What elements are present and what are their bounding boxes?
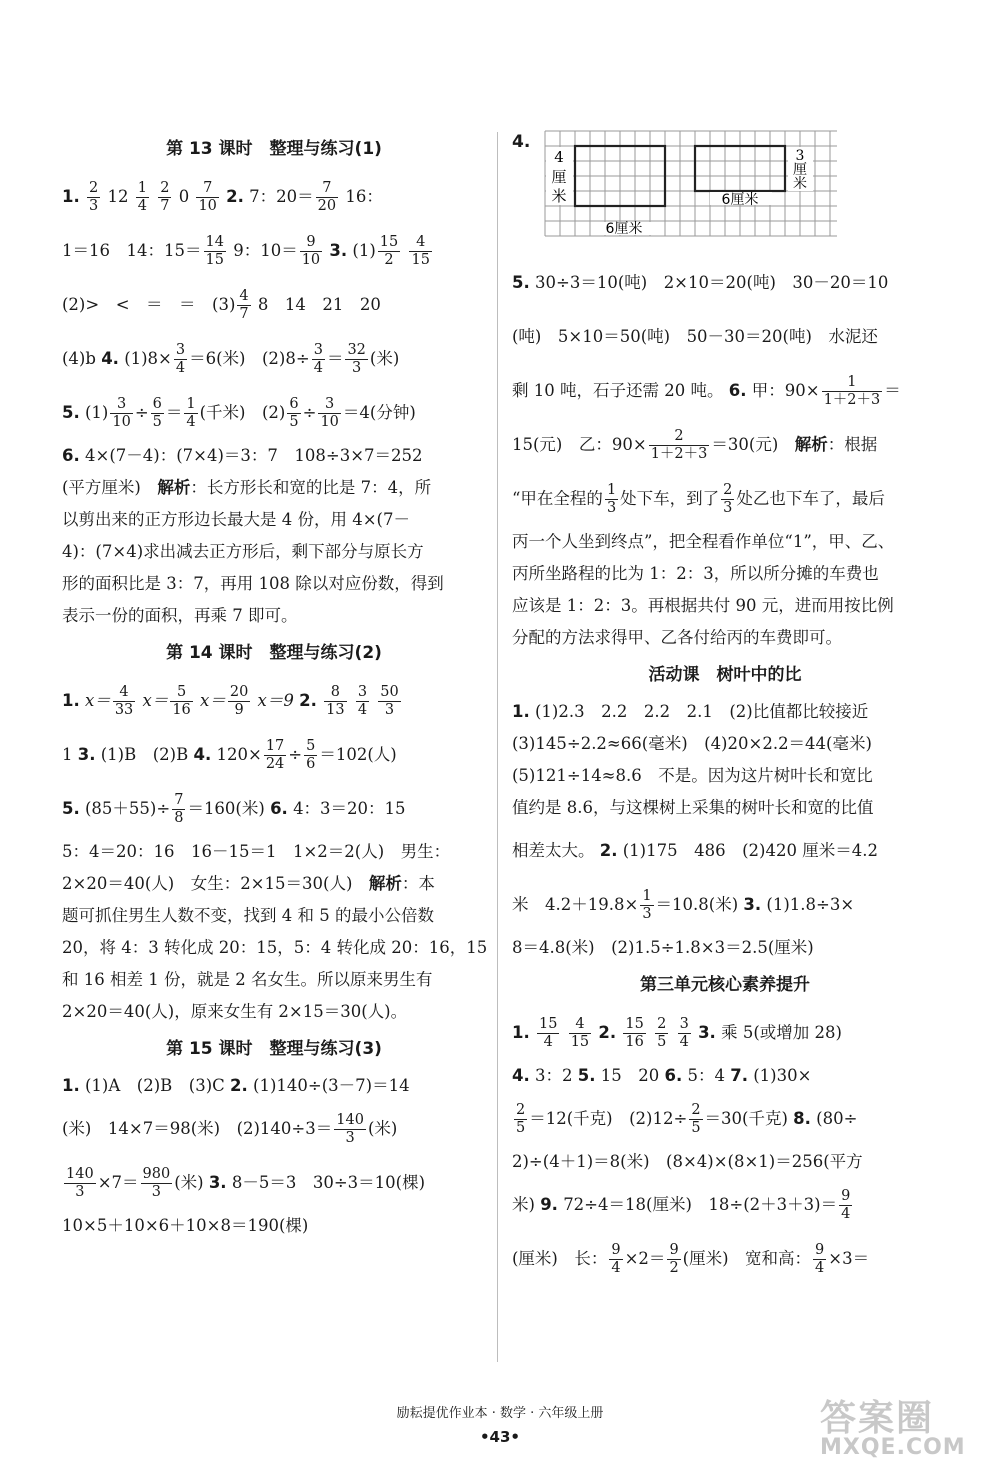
page-number: •43• [479, 1428, 521, 1446]
unit-label-2a: 厘 [793, 162, 807, 178]
lesson-13-title: 第 13 课时 整理与练习(1) [166, 139, 382, 159]
fraction: $\frac{2}{3}$ [723, 482, 733, 516]
l14-line-4: 5：4＝20：16 16－15＝1 1×2＝2(人) 男生： [62, 842, 451, 861]
q5-line-6: 丙一个人坐到终点”，把全程看作单位“1”，甲、乙、 [512, 532, 895, 551]
l15-line-4: 10×5＋10×6＋10×8＝190(棵) [62, 1216, 309, 1235]
fraction: $\frac{2}{5}$ [691, 1102, 701, 1136]
l13-line-4: (4)b 4. (1)8× $\frac{3}{4}$ ＝6(米) (2)8÷ $\frac{3}{4}$ ＝ $\frac{32}{3}$ (米) [62, 342, 400, 376]
l13-line-8: 以剪出来的正方形边长最大是 4 份，用 4×(7－ [62, 510, 410, 529]
fraction: $\frac{15}{16}$ [625, 1016, 644, 1050]
q5-line-1: 5. 30÷3＝10(吨) 2×10＝20(吨) 30－20＝10 [512, 273, 889, 292]
fraction: $\frac{6}{5}$ [152, 396, 162, 430]
fraction: $\frac{50}{3}$ [380, 684, 399, 718]
fraction: $\frac{7}{8}$ [174, 792, 184, 826]
l13-line-5: 5. (1) $\frac{3}{10}$ ÷ $\frac{6}{5}$ ＝ $\frac{1}{4}$ (千米) (2) $\frac{6}{5}$ ÷ $\frac{3}{10}$ ＝4(分钟) [62, 396, 416, 430]
l14-line-2: 1 3. (1)B (2)B 4. 120× $\frac{17}{24}$ ÷ $\frac{5}{6}$ ＝102(人) [62, 738, 397, 772]
fraction: $\frac{9}{10}$ [301, 234, 321, 268]
fraction: $\frac{15}{2}$ [379, 234, 399, 268]
q5-line-5: “甲在全程的 $\frac{1}{3}$ 处下车，到了 $\frac{2}{3}$ 处乙也下车了，最后 [512, 482, 885, 516]
q5-line-2: (吨) 5×10＝50(吨) 50－30＝20(吨) 水泥还 [512, 327, 878, 346]
l15-line-2: (米) 14×7＝98(米) (2)140÷3＝ $\frac{140}{3}$ (米) [62, 1112, 398, 1146]
fraction: $\frac{20}{9}$ [229, 684, 249, 718]
fraction: $\frac{2}{5}$ [516, 1102, 526, 1136]
left-column [62, 128, 486, 1242]
lesson-14-title: 第 14 课时 整理与练习(2) [166, 643, 382, 663]
l13-line-2: 1＝16 14：15＝ $\frac{14}{15}$ 9：10＝ $\frac{9}{10}$ 3. (1) $\frac{15}{2}$ $\frac{4}{15}$ [62, 234, 430, 268]
act-line-6: 米 4.2＋19.8× $\frac{1}{3}$ ＝10.8(米) 3. (1)1.8÷3× [512, 888, 855, 922]
l14-line-9: 2×20＝40(人)，原来女生有 2×15＝30(人)。 [62, 1002, 408, 1021]
l13-line-1: 1. $\frac{2}{3}$ 12 $\frac{1}{4}$ $\frac{2}{7}$ 0 $\frac{7}{10}$ 2. 7：20＝ $\frac{7}{20}$ 16： [62, 180, 383, 214]
l13-line-7: (平方厘米) 解析：长方形长和宽的比是 7：4，所 [62, 478, 432, 497]
fraction: $\frac{4}{33}$ [114, 684, 134, 718]
fraction: $\frac{4}{7}$ [239, 288, 249, 322]
fraction: $\frac{1}{1+2+3}$ [823, 374, 881, 408]
fraction: $\frac{6}{5}$ [289, 396, 299, 430]
l15-line-3: $\frac{140}{3}$ ×7＝ $\frac{980}{3}$ (米) 3. 8－5＝3 30÷3＝10(棵) [66, 1166, 426, 1200]
watermark-url: MXQE.COM [820, 1435, 966, 1460]
q5-line-3: 剩 10 吨，石子还需 20 吨。 6. 甲：90× $\frac{1}{1+2+3}$ ＝ [512, 374, 901, 408]
l15-line-1: 1. (1)A (2)B (3)C 2. (1)140÷(3－7)＝14 [62, 1076, 410, 1095]
u3-line-4: 2)÷(4＋1)＝8(米) (8×4)×(8×1)＝256(平方 [512, 1152, 863, 1171]
l14-line-1: 1. x＝ $\frac{4}{33}$ x＝ $\frac{5}{16}$ x＝ $\frac{20}{9}$ x＝9 2. $\frac{8}{13}$ $\frac{3}{4}$ $\frac{50}{3}$ [62, 684, 399, 718]
fraction: $\frac{1}{3}$ [642, 888, 652, 922]
fraction: $\frac{2}{3}$ [89, 180, 99, 214]
activity-title: 活动课 树叶中的比 [648, 665, 802, 685]
fraction: $\frac{3}{10}$ [112, 396, 131, 430]
right-column [512, 128, 938, 1286]
fraction: $\frac{9}{2}$ [669, 1242, 679, 1276]
unit-label-1b: 米 [551, 187, 567, 205]
act-line-2: (3)145÷2.2≈66(毫米) (4)20×2.2＝44(毫米) [512, 734, 872, 753]
fraction: $\frac{5}{16}$ [172, 684, 191, 718]
fraction: $\frac{1}{4}$ [137, 180, 147, 214]
fraction: $\frac{3}{4}$ [175, 342, 186, 376]
height-label-2: 3 [795, 148, 805, 164]
fraction: $\frac{3}{4}$ [313, 342, 323, 376]
page-footer: 励耘提优作业本 · 数学 · 六年级上册 [396, 1406, 604, 1421]
fraction: $\frac{17}{24}$ [265, 738, 285, 772]
lesson-15-title: 第 15 课时 整理与练习(3) [166, 1039, 382, 1059]
unit-label-2b: 米 [793, 176, 807, 192]
fraction: $\frac{2}{5}$ [657, 1016, 667, 1050]
l13-line-9: 4)：(7×4)求出减去正方形后，剩下部分与原长方 [62, 542, 424, 561]
l13-line-3: (2)> < ＝ ＝ (3) $\frac{4}{7}$ 8 14 21 20 [62, 288, 381, 322]
fraction: $\frac{140}{3}$ [66, 1166, 94, 1200]
fraction: $\frac{14}{15}$ [205, 234, 224, 268]
l13-line-6: 6. 4×(7－4)：(7×4)＝3：7 108÷3×7＝252 [62, 446, 423, 465]
l14-line-7: 20，将 4：3 转化成 20：15，5：4 转化成 20：16，15 [62, 938, 488, 957]
q5-line-9: 分配的方法求得甲、乙各付给丙的车费即可。 [512, 628, 842, 647]
fraction: $\frac{3}{4}$ [357, 684, 368, 718]
u3-line-5: 米) 9. 72÷4＝18(厘米) 18÷(2＋3＋3)＝ $\frac{9}{4}$ [512, 1188, 851, 1222]
l14-line-8: 和 16 相差 1 份，就是 2 名女生。所以原来男生有 [62, 970, 433, 989]
l13-line-10: 形的面积比是 3：7，再用 108 除以对应份数，得到 [62, 574, 444, 593]
l14-line-3: 5. (85＋55)÷ $\frac{7}{8}$ ＝160(米) 6. 4：3＝20：15 [62, 792, 406, 826]
u3-line-6: (厘米) 长： $\frac{9}{4}$ ×2＝ $\frac{9}{2}$ (厘米) 宽和高： $\frac{9}{4}$ ×3＝ [512, 1242, 870, 1276]
fraction: $\frac{980}{3}$ [142, 1166, 171, 1200]
fraction: $\frac{7}{10}$ [198, 180, 217, 214]
fraction: $\frac{1}{4}$ [186, 396, 196, 430]
fraction: $\frac{3}{4}$ [679, 1016, 689, 1050]
q4-grid-figure [512, 128, 938, 256]
q5-line-4: 15(元) 乙：90× $\frac{2}{1+2+3}$ ＝30(元) 解析：根据 [512, 428, 878, 462]
q5-line-7: 丙所坐路程的比为 1：2：3，所以所分摊的车费也 [512, 564, 879, 583]
act-line-4: 值约是 8.6，与这棵树上采集的树叶长和宽的比值 [512, 798, 874, 817]
fraction: $\frac{4}{15}$ [570, 1016, 590, 1050]
unit-label-1a: 厘 [551, 168, 567, 186]
fraction: $\frac{15}{4}$ [539, 1016, 558, 1050]
fraction: $\frac{9}{4}$ [841, 1188, 851, 1222]
grid-diagram [542, 128, 842, 246]
u3-line-2: 4. 3：2 5. 15 20 6. 5：4 7. (1)30× [512, 1066, 812, 1085]
fraction: $\frac{9}{4}$ [815, 1242, 825, 1276]
q4-label: 4. [512, 132, 531, 152]
length-label-1: 6厘米 [605, 221, 643, 237]
fraction: $\frac{140}{3}$ [336, 1112, 364, 1146]
column-divider [497, 132, 498, 1362]
width-label-1: 4 [554, 148, 564, 166]
length-label-2: 6厘米 [721, 192, 759, 208]
u3-line-1: 1. $\frac{15}{4}$ $\frac{4}{15}$ 2. $\frac{15}{16}$ $\frac{2}{5}$ $\frac{3}{4}$ 3. 乘 5(或增加 28) [512, 1016, 842, 1050]
fraction: $\frac{7}{20}$ [317, 180, 337, 214]
fraction: $\frac{1}{3}$ [606, 482, 617, 516]
act-line-1: 1. (1)2.3 2.2 2.2 2.1 (2)比值都比较接近 [512, 702, 869, 721]
fraction: $\frac{2}{7}$ [160, 180, 170, 214]
unit3-title: 第三单元核心素养提升 [640, 975, 810, 995]
act-line-5: 相差太大。 2. (1)175 486 (2)420 厘米＝4.2 [512, 841, 878, 860]
fraction: $\frac{8}{13}$ [326, 684, 345, 718]
act-line-3: (5)121÷14≈8.6 不是。因为这片树叶长和宽比 [512, 766, 873, 785]
act-line-7: 8＝4.8(米) (2)1.5÷1.8×3＝2.5(厘米) [512, 938, 814, 957]
l13-line-11: 表示一份的面积，再乘 7 即可。 [62, 606, 298, 625]
l14-line-6: 题可抓住男生人数不变，找到 4 和 5 的最小公倍数 [62, 906, 434, 925]
fraction: $\frac{5}{6}$ [306, 738, 316, 772]
watermark-text: 答案圈 [820, 1398, 935, 1439]
fraction: $\frac{32}{3}$ [347, 342, 366, 376]
fraction: $\frac{9}{4}$ [611, 1242, 621, 1276]
watermark-logo [820, 1390, 990, 1470]
u3-line-3: $\frac{2}{5}$ ＝12(千克) (2)12÷ $\frac{2}{5}$ ＝30(千克) 8. (80÷ [516, 1102, 858, 1136]
l14-line-5: 2×20＝40(人) 女生：2×15＝30(人) 解析：本 [62, 874, 435, 893]
fraction: $\frac{4}{15}$ [411, 234, 430, 268]
q5-line-8: 应该是 1：2：3。再根据共付 90 元，进而用按比例 [512, 596, 894, 615]
fraction: $\frac{2}{1+2+3}$ [650, 428, 708, 462]
fraction: $\frac{3}{10}$ [320, 396, 339, 430]
